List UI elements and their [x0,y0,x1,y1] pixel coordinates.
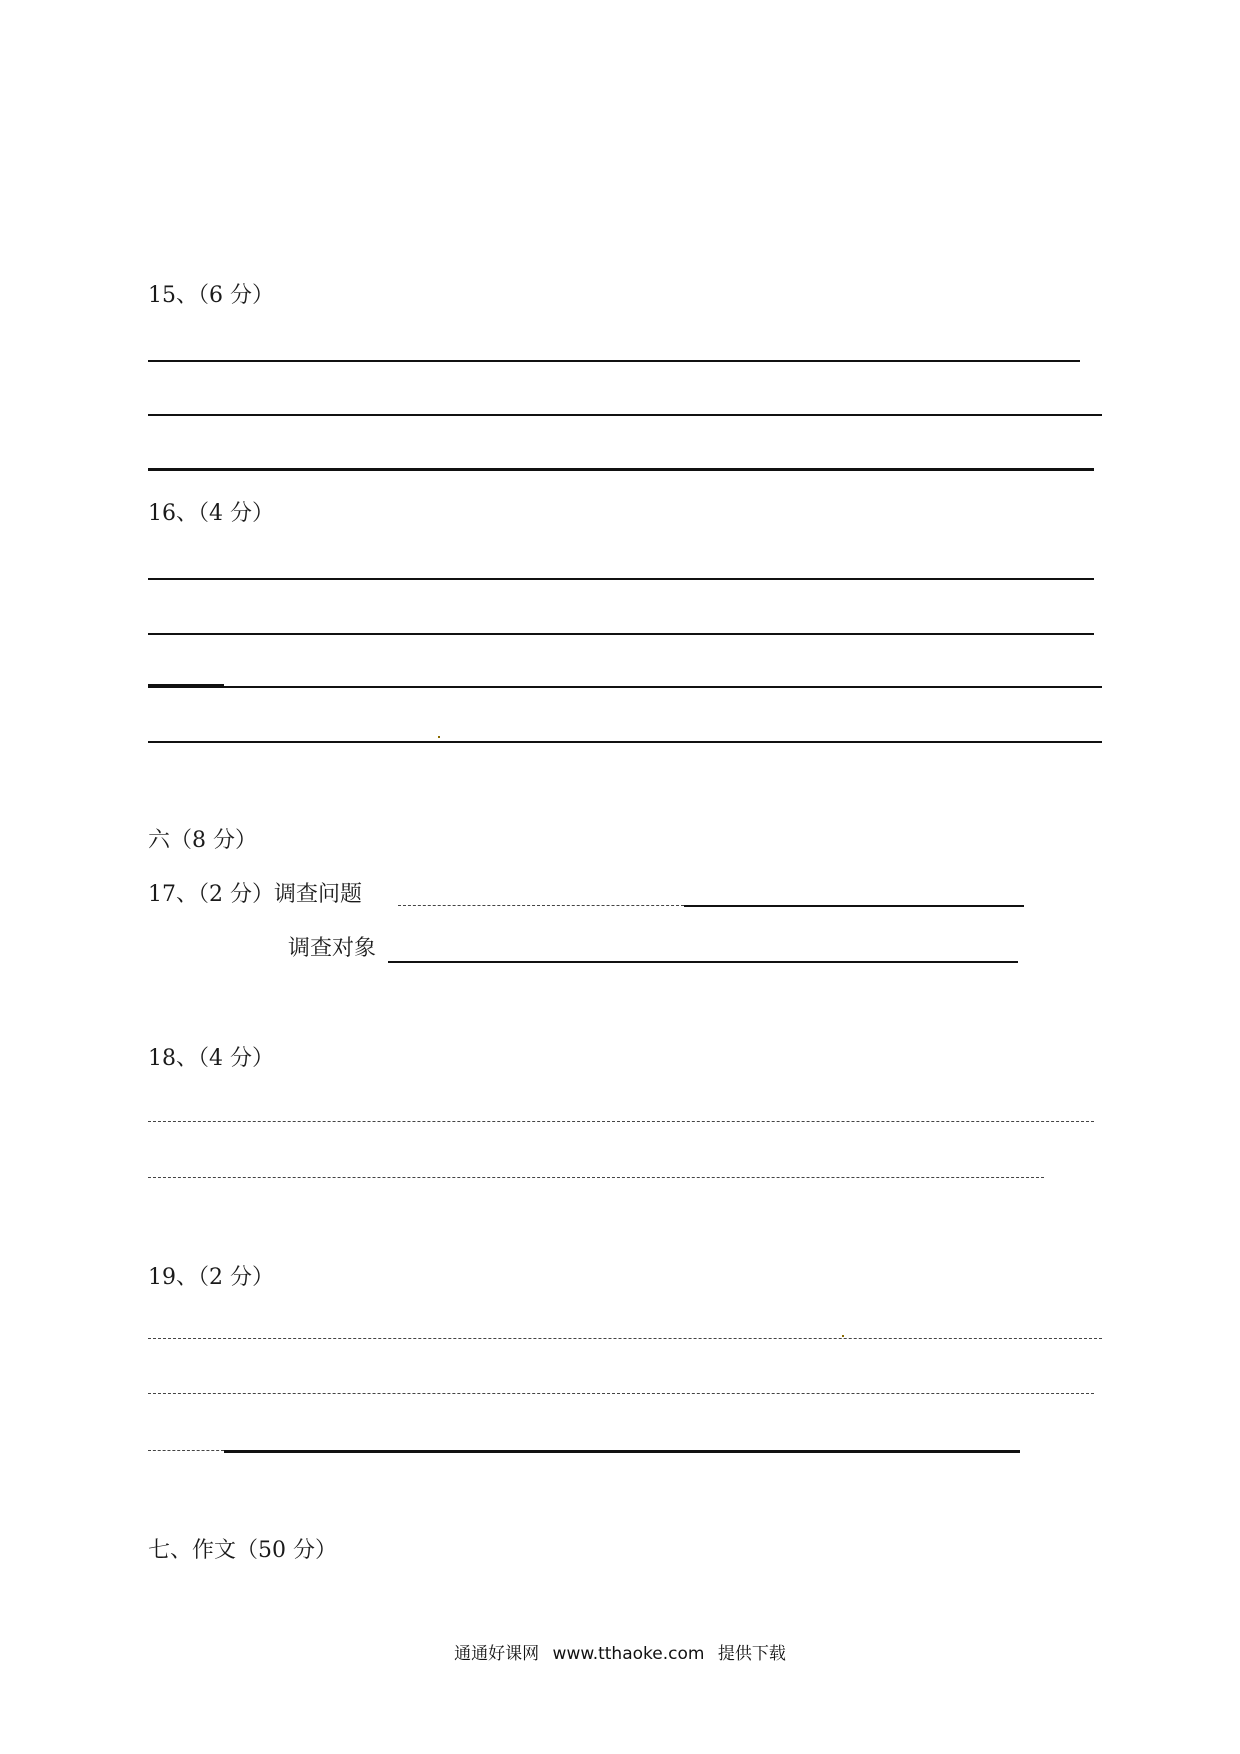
question-17-label [148,884,362,906]
scan-speck [842,1335,844,1337]
survey-question-field[interactable] [398,905,684,906]
question-15-label: 15、（6 分） [148,283,274,308]
answer-line[interactable] [148,686,1102,688]
section-6-label: 六（8 分） [148,828,257,853]
footer-site-name: 通通好课网 [454,1644,540,1664]
answer-line[interactable] [224,1450,1020,1453]
answer-line[interactable] [148,468,1094,471]
answer-line[interactable] [148,1338,1102,1339]
answer-line[interactable] [148,633,1094,635]
question-19-label: 19、（2 分） [148,1265,274,1290]
scan-speck [438,736,440,738]
answer-line[interactable] [148,1393,1094,1394]
survey-question-field[interactable] [684,905,1024,907]
answer-line[interactable] [148,578,1094,580]
question-18-label: 18、（4 分） [148,1046,274,1071]
page-footer [0,1646,1240,1663]
answer-line-segment [148,1450,224,1451]
answer-line[interactable] [148,1121,1094,1122]
survey-question-label: 调查问题 [274,882,363,907]
survey-target-field[interactable] [388,961,1018,963]
footer-suffix: 提供下载 [717,1644,786,1664]
question-17-number: 17、（2 分） [148,882,274,907]
answer-line[interactable] [148,360,1080,362]
answer-line[interactable] [148,414,1102,416]
footer-url[interactable]: www.tthaoke.com [552,1644,705,1664]
answer-line[interactable] [148,1177,1044,1178]
answer-line-segment [148,684,224,687]
survey-target-label: 调查对象 [288,936,377,961]
answer-line[interactable] [148,741,1102,743]
section-7-label: 七、作文（50 分） [148,1538,337,1563]
question-16-label: 16、（4 分） [148,501,274,526]
